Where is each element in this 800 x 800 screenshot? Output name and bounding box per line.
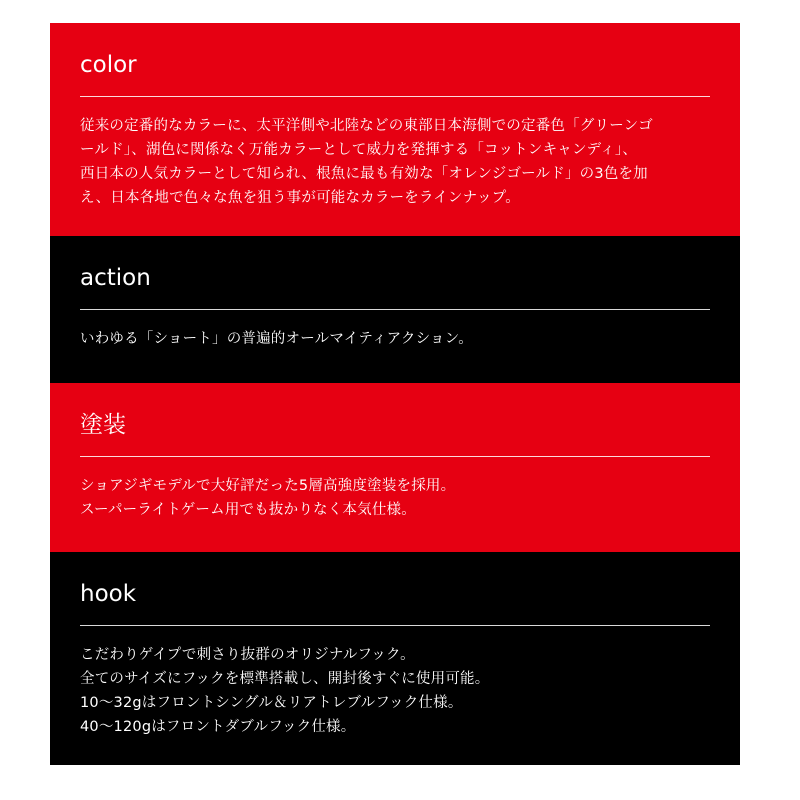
section-title: 塗装 xyxy=(80,412,126,438)
body-line: 40～120gはフロントダブルフック仕様。 xyxy=(80,719,356,735)
divider xyxy=(80,456,710,457)
section-title: action xyxy=(80,265,151,291)
body-line: いわゆる「ショート」の普遍的オールマイティアクション。 xyxy=(80,331,473,347)
divider xyxy=(80,309,710,310)
body-line: ショアジギモデルで大好評だった5層高強度塗装を採用。 xyxy=(80,478,456,494)
body-line: こだわりゲイプで刺さり抜群のオリジナルフック。 xyxy=(80,647,415,663)
body-line: スーパーライトゲーム用でも抜かりなく本気仕様。 xyxy=(80,502,416,518)
coating-section xyxy=(50,383,740,552)
section-body xyxy=(80,643,710,739)
color-section xyxy=(50,23,740,236)
body-line: ールド」、湖色に関係なく万能カラーとして威力を発揮する「コットンキャンディ」、 xyxy=(80,142,638,158)
section-body xyxy=(80,474,710,522)
section-body xyxy=(80,114,710,210)
hook-section xyxy=(50,552,740,765)
body-line: 全てのサイズにフックを標準搭載し、開封後すぐに使用可能。 xyxy=(80,671,490,687)
section-body xyxy=(80,327,710,351)
section-title: hook xyxy=(80,581,137,607)
body-line: え、日本各地で色々な魚を狙う事が可能なカラーをラインナップ。 xyxy=(80,190,520,206)
body-line: 西日本の人気カラーとして知られ、根魚に最も有効な「オレンジゴールド」の3色を加 xyxy=(80,166,648,182)
body-line: 従来の定番的なカラーに、太平洋側や北陸などの東部日本海側での定番色「グリーンゴ xyxy=(80,118,654,134)
divider xyxy=(80,625,710,626)
body-line: 10～32gはフロントシングル＆リアトレブルフック仕様。 xyxy=(80,695,463,711)
section-title: color xyxy=(80,52,137,78)
divider xyxy=(80,96,710,97)
action-section xyxy=(50,236,740,383)
spec-panel xyxy=(50,23,740,765)
